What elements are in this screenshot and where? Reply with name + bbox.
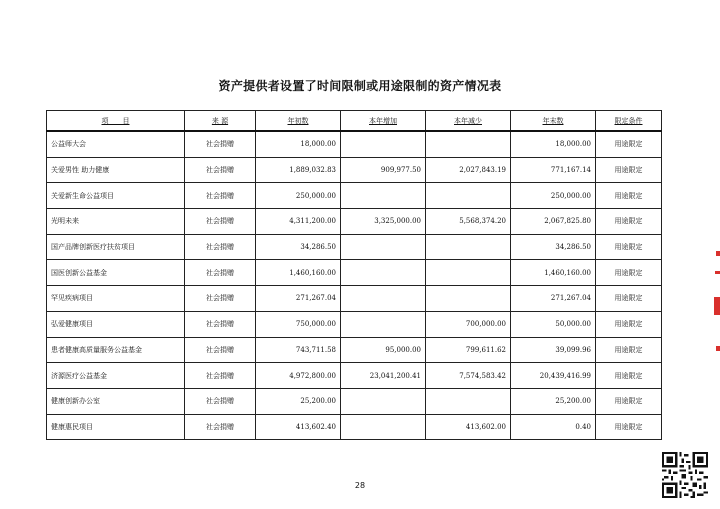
cell-condition: 用途限定 [596, 337, 662, 363]
cell-increase [341, 183, 426, 209]
cell-decrease [426, 183, 511, 209]
cell-increase [341, 414, 426, 440]
cell-end: 39,099.96 [511, 337, 596, 363]
header-begin: 年初数 [256, 111, 341, 132]
cell-condition: 用途限定 [596, 286, 662, 312]
cell-source: 社会捐赠 [185, 388, 256, 414]
cell-increase [341, 131, 426, 157]
document-title: 资产提供者设置了时间限制或用途限制的资产情况表 [218, 79, 502, 93]
cell-decrease: 7,574,583.42 [426, 363, 511, 389]
cell-decrease [426, 388, 511, 414]
cell-condition: 用途限定 [596, 388, 662, 414]
table-row [47, 311, 662, 337]
cell-end: 1,460,160.00 [511, 260, 596, 286]
cell-source: 社会捐赠 [185, 286, 256, 312]
cell-condition: 用途限定 [596, 131, 662, 157]
cell-increase: 909,977.50 [341, 157, 426, 183]
cell-increase: 95,000.00 [341, 337, 426, 363]
cell-end: 271,267.04 [511, 286, 596, 312]
cell-source: 社会捐赠 [185, 337, 256, 363]
cell-increase [341, 234, 426, 260]
cell-increase: 23,041,200.41 [341, 363, 426, 389]
table-row [47, 337, 662, 363]
cell-source: 社会捐赠 [185, 157, 256, 183]
header-increase: 本年增加 [341, 111, 426, 132]
cell-item: 关爱新生命公益项目 [47, 183, 185, 209]
cell-item: 健康创新办公室 [47, 388, 185, 414]
cell-source: 社会捐赠 [185, 414, 256, 440]
cell-condition: 用途限定 [596, 363, 662, 389]
cell-item: 国医创新公益基金 [47, 260, 185, 286]
restricted-assets-table [46, 110, 662, 440]
cell-condition: 用途限定 [596, 260, 662, 286]
cell-begin: 413,602.40 [256, 414, 341, 440]
table-row [47, 209, 662, 235]
cell-condition: 用途限定 [596, 157, 662, 183]
header-item: 项 目 [47, 111, 185, 132]
cell-end: 250,000.00 [511, 183, 596, 209]
table-row [47, 234, 662, 260]
cell-item: 健康惠民项目 [47, 414, 185, 440]
header-end: 年末数 [511, 111, 596, 132]
cell-decrease [426, 286, 511, 312]
table-row [47, 414, 662, 440]
cell-increase [341, 388, 426, 414]
table-row [47, 157, 662, 183]
cell-begin: 1,460,160.00 [256, 260, 341, 286]
edge-mark-block [714, 297, 720, 315]
cell-end: 2,067,825.80 [511, 209, 596, 235]
cell-decrease: 799,611.62 [426, 337, 511, 363]
cell-item: 弘爱健康项目 [47, 311, 185, 337]
qr-code-icon [662, 452, 708, 498]
table-row [47, 260, 662, 286]
cell-item: 济源医疗公益基金 [47, 363, 185, 389]
cell-end: 18,000.00 [511, 131, 596, 157]
cell-item: 光明未来 [47, 209, 185, 235]
cell-condition: 用途限定 [596, 209, 662, 235]
cell-begin: 271,267.04 [256, 286, 341, 312]
edge-mark-top [716, 251, 720, 256]
table-row [47, 286, 662, 312]
edge-mark-bottom [716, 346, 720, 351]
cell-source: 社会捐赠 [185, 311, 256, 337]
cell-decrease [426, 234, 511, 260]
cell-decrease: 2,027,843.19 [426, 157, 511, 183]
table-row [47, 131, 662, 157]
cell-source: 社会捐赠 [185, 260, 256, 286]
table-header-row [47, 111, 662, 132]
table-row [47, 183, 662, 209]
cell-begin: 750,000.00 [256, 311, 341, 337]
cell-decrease: 5,568,374.20 [426, 209, 511, 235]
table-row [47, 388, 662, 414]
page-number: 28 [354, 481, 366, 490]
table-row [47, 363, 662, 389]
cell-increase [341, 311, 426, 337]
cell-decrease [426, 260, 511, 286]
cell-increase: 3,325,000.00 [341, 209, 426, 235]
cell-item: 关爱男性 助力健康 [47, 157, 185, 183]
cell-end: 0.40 [511, 414, 596, 440]
cell-item: 国产品牌创新医疗扶贫项目 [47, 234, 185, 260]
cell-condition: 用途限定 [596, 183, 662, 209]
cell-begin: 4,972,800.00 [256, 363, 341, 389]
cell-source: 社会捐赠 [185, 131, 256, 157]
cell-begin: 34,286.50 [256, 234, 341, 260]
cell-end: 34,286.50 [511, 234, 596, 260]
cell-source: 社会捐赠 [185, 363, 256, 389]
cell-begin: 1,889,032.83 [256, 157, 341, 183]
header-source: 来 源 [185, 111, 256, 132]
cell-item: 公益师大会 [47, 131, 185, 157]
cell-condition: 用途限定 [596, 234, 662, 260]
cell-end: 50,000.00 [511, 311, 596, 337]
cell-condition: 用途限定 [596, 414, 662, 440]
cell-increase [341, 286, 426, 312]
cell-increase [341, 260, 426, 286]
cell-decrease [426, 131, 511, 157]
cell-begin: 743,711.58 [256, 337, 341, 363]
cell-end: 25,200.00 [511, 388, 596, 414]
cell-decrease: 700,000.00 [426, 311, 511, 337]
cell-end: 20,439,416.99 [511, 363, 596, 389]
cell-begin: 4,311,200.00 [256, 209, 341, 235]
cell-begin: 25,200.00 [256, 388, 341, 414]
cell-begin: 18,000.00 [256, 131, 341, 157]
cell-source: 社会捐赠 [185, 209, 256, 235]
cell-item: 患者健康高质量服务公益基金 [47, 337, 185, 363]
cell-source: 社会捐赠 [185, 234, 256, 260]
cell-decrease: 413,602.00 [426, 414, 511, 440]
cell-item: 罕见疾病项目 [47, 286, 185, 312]
header-decrease: 本年减少 [426, 111, 511, 132]
cell-condition: 用途限定 [596, 311, 662, 337]
edge-mark-middle [715, 271, 720, 274]
cell-begin: 250,000.00 [256, 183, 341, 209]
header-condition: 限定条件 [596, 111, 662, 132]
cell-source: 社会捐赠 [185, 183, 256, 209]
cell-end: 771,167.14 [511, 157, 596, 183]
